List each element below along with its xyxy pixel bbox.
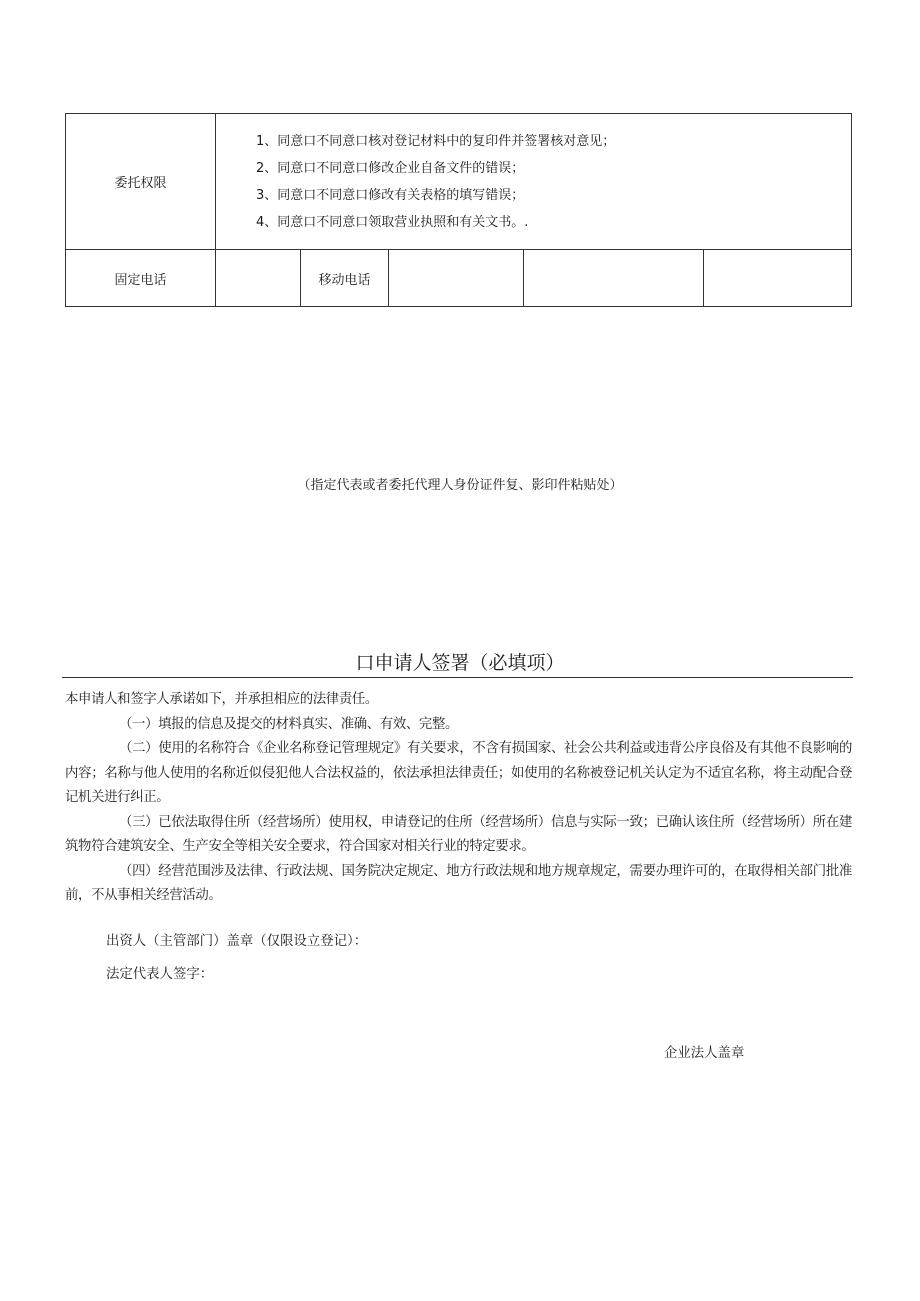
commitment-clause-3: （三）已依法取得住所（经营场所）使用权，申请登记的住所（经营场所）信息与实际一致；已确认该住所（经营场所）所在建筑物符合建筑安全、生产安全等相关安全要求，符合国家对相关行业的特定要求。: [65, 814, 852, 854]
signature-section-title: 口申请人签署（必填项）: [355, 652, 565, 674]
commitment-clause-2: （二）使用的名称符合《企业名称登记管理规定》有关要求，不含有损国家、社会公共利益或违背公序良俗及有其他不良影响的内容；名称与他人使用的名称近似侵犯他人合法权益的，依法承担法律责任；如使用的名称被登记机关认定为不适宜名称，将主动配合登记机关进行纠正。: [65, 741, 852, 805]
authority-item-2: 2、同意口不同意口修改企业自备文件的错误；: [256, 160, 525, 176]
investor-seal-label: 出资人（主管部门）盖章（仅限设立登记）：: [106, 934, 368, 949]
landline-label: 固定电话: [66, 250, 216, 307]
landline-field[interactable]: [216, 250, 301, 307]
commitment-text: [65, 688, 852, 909]
mobile-label: 移动电话: [301, 250, 389, 307]
id-copy-paste-note: （指定代表或者委托代理人身份证件复、影印件粘贴处）: [297, 478, 623, 493]
mobile-field[interactable]: [389, 250, 524, 307]
commitment-clause-4: （四）经营范围涉及法律、行政法规、国务院决定规定、地方行政法规和地方规章规定，需要办理许可的，在取得相关部门批准前，不从事相关经营活动。: [65, 863, 852, 903]
authority-item-3: 3、同意口不同意口修改有关表格的填写错误；: [256, 187, 525, 203]
company-seal-label: 企业法人盖章: [664, 1046, 745, 1061]
authorization-table: [65, 113, 852, 307]
authority-item-4: 4、同意口不同意口领取营业执照和有关文书。.: [256, 214, 529, 230]
authority-item-1: 1、同意口不同意口核对登记材料中的复印件并签署核对意见；: [256, 133, 616, 149]
authority-cell: [216, 114, 852, 250]
commitment-intro: 本申请人和签字人承诺如下，并承担相应的法律责任。: [65, 692, 378, 707]
empty-cell-1: [524, 250, 704, 307]
commitment-clause-1: （一）填报的信息及提交的材料真实、准确、有效、完整。: [119, 716, 459, 732]
empty-cell-2: [704, 250, 852, 307]
legal-rep-signature-label: 法定代表人签字：: [106, 967, 214, 982]
authority-label: 委托权限: [66, 114, 216, 250]
title-divider: [62, 677, 853, 678]
